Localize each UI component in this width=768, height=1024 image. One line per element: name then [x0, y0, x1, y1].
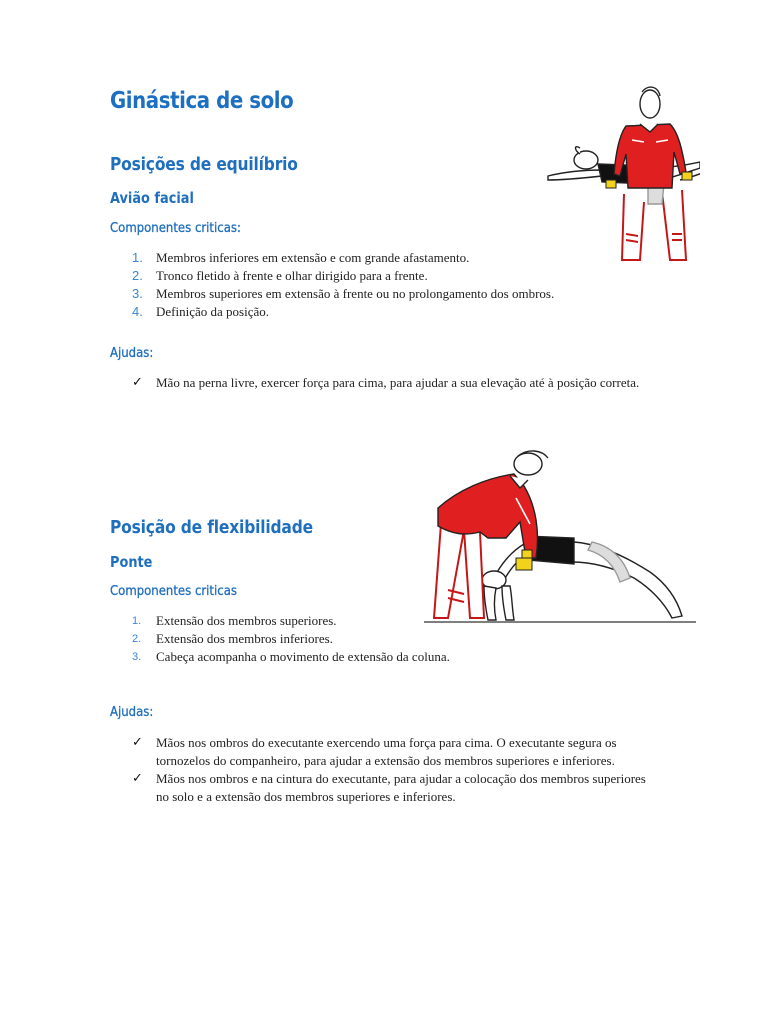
list-item-text: Definição da posição.	[156, 304, 269, 319]
list-item	[110, 303, 670, 321]
subheading-aviao-facial: Avião facial	[110, 189, 194, 207]
list-number: 2.	[132, 633, 142, 645]
glove-left	[516, 558, 532, 570]
list-number: 4.	[132, 304, 143, 319]
aids-list-2	[110, 734, 650, 806]
list-item	[110, 770, 650, 806]
check-icon: ✓	[132, 735, 143, 750]
list-number: 2.	[132, 268, 143, 283]
list-item	[110, 734, 650, 770]
list-number: 3.	[132, 286, 143, 301]
section-heading-flexibilidade: Posição de flexibilidade	[110, 517, 313, 538]
check-icon: ✓	[132, 375, 143, 390]
list-number: 3.	[132, 651, 142, 663]
aids-label-1: Ajudas:	[110, 346, 154, 361]
list-number: 1.	[132, 615, 142, 627]
list-item	[110, 648, 610, 666]
list-item-text: Tronco fletido à frente e olhar dirigido para a frente.	[156, 268, 428, 283]
list-item-text: Mão na perna livre, exercer força para cima, para ajudar a sua elevação até à posição correta.	[156, 375, 640, 390]
list-item-text: Membros superiores em extensão à frente ou no prolongamento dos ombros.	[156, 286, 555, 301]
glove-right	[522, 550, 532, 558]
list-item-text: Membros inferiores em extensão e com grande afastamento.	[156, 250, 470, 265]
list-item-text: Cabeça acompanha o movimento de extensão da coluna.	[156, 649, 450, 664]
list-item-text: Extensão dos membros inferiores.	[156, 631, 333, 646]
list-number: 1.	[132, 250, 143, 265]
subheading-ponte: Ponte	[110, 553, 153, 571]
gymnast	[482, 536, 682, 620]
check-icon: ✓	[132, 771, 143, 786]
list-item	[110, 285, 670, 303]
components-label-1: Componentes criticas:	[110, 221, 241, 236]
glove-right	[682, 172, 692, 180]
ponte-illustration	[424, 446, 696, 628]
aids-list-1	[110, 374, 658, 392]
glove-left	[606, 180, 616, 188]
section-heading-equilibrio: Posições de equilíbrio	[110, 154, 298, 175]
list-item	[110, 374, 658, 392]
aviao-facial-illustration	[540, 84, 700, 266]
list-item	[110, 630, 610, 648]
list-item-text: Mãos nos ombros do executante exercendo uma força para cima. O executante segura os tornozelos do companheiro, para ajudar a extensão dos membros superiores e inferiores.	[156, 735, 617, 768]
components-label-2: Componentes criticas	[110, 584, 237, 599]
list-item-text: Extensão dos membros superiores.	[156, 613, 337, 628]
aids-label-2: Ajudas:	[110, 705, 154, 720]
list-item-text: Mãos nos ombros e na cintura do executante, para ajudar a colocação dos membros superiores no solo e a extensão dos membros superiores e inferiores.	[156, 771, 646, 804]
list-item	[110, 267, 670, 285]
page-title: Ginástica de solo	[110, 88, 294, 114]
